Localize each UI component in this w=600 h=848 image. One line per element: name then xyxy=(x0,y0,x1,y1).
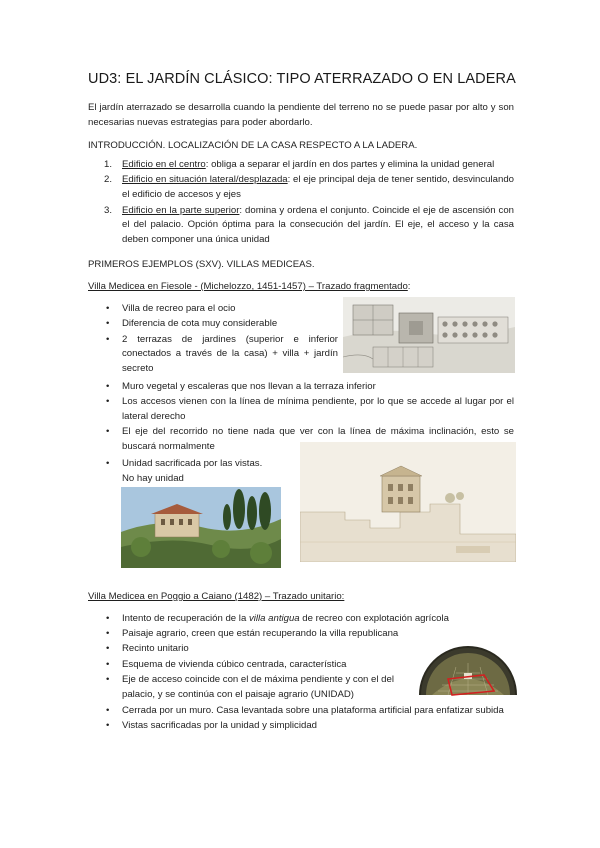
numbered-item xyxy=(88,158,514,173)
lunette-painting-icon xyxy=(418,633,518,697)
list-item xyxy=(88,658,426,673)
numbered-item xyxy=(88,173,514,203)
bullet-icon: • xyxy=(106,720,110,732)
list-item-text: Unidad sacrificada por las vistas. xyxy=(122,458,263,469)
list-item-text-line2: No hay unidad xyxy=(122,472,184,484)
list-item-text: El eje del recorrido no tiene nada que ver con la línea de máxima inclinación, esto se buscará normalmente xyxy=(122,426,514,453)
item-number: 3. xyxy=(104,204,113,216)
fiesole-bullets-last xyxy=(88,457,298,487)
bullet-icon: • xyxy=(106,643,110,655)
bullet-icon: • xyxy=(106,613,110,624)
bullet-icon: • xyxy=(106,658,110,670)
fiesole-heading xyxy=(88,280,514,295)
fiesole-heading-text: Villa Medicea en Fiesole - (Michelozzo, 1451-1457) – Trazado fragmentado xyxy=(88,281,408,292)
bullet-icon: • xyxy=(106,628,110,639)
poggio-bullets-mid xyxy=(88,627,426,703)
list-item xyxy=(88,302,338,317)
fiesole-plan-image xyxy=(343,297,515,373)
list-item xyxy=(88,612,514,627)
bullet-icon: • xyxy=(106,318,110,330)
item-number: 1. xyxy=(104,159,113,170)
first-examples-heading: PRIMEROS EJEMPLOS (SXV). VILLAS MEDICEAS. xyxy=(88,259,315,270)
list-item-text: Muro vegetal y escaleras que nos llevan a la terraza inferior xyxy=(122,381,376,392)
list-item xyxy=(88,673,426,703)
poggio-bullets-end xyxy=(88,704,514,735)
list-item xyxy=(88,642,426,657)
list-item-text: Los accesos vienen con la línea de mínima pendiente, por lo que se accede al lugar por el lateral derecho xyxy=(122,396,514,423)
list-item-text: Recinto unitario xyxy=(122,643,189,655)
poggio-heading-text: Villa Medicea en Poggio a Caiano (1482) – Trazado unitario: xyxy=(88,591,345,602)
list-item-text-italic: villa antigua xyxy=(248,613,300,624)
list-item-text: Diferencia de cota muy considerable xyxy=(122,318,278,330)
intro-paragraph: El jardín aterrazado se desarrolla cuando la pendiente del terreno no se puede pasar por alto y son necesarias nuevas estrategias para poder abordarlo. xyxy=(88,102,514,128)
bullet-icon: • xyxy=(106,333,110,345)
item-label: Edificio en la parte superior xyxy=(122,204,240,216)
list-item-text-prefix: Intento de recuperación de la xyxy=(122,613,249,624)
list-item-text: Vistas sacrificadas por la unidad y simplicidad xyxy=(122,720,317,732)
list-item xyxy=(88,333,338,377)
item-text: : el eje principal deja de tener sentido, desvinculando el edificio de accesos y ejes xyxy=(122,174,514,201)
list-item xyxy=(88,719,514,734)
poggio-heading xyxy=(88,590,514,605)
section-drawing-icon xyxy=(300,442,516,562)
list-item-text: Esquema de vivienda cúbico centrada, característica xyxy=(122,658,347,670)
list-item xyxy=(88,395,514,425)
villa-photo-icon xyxy=(121,487,281,568)
numbered-list xyxy=(88,158,514,249)
list-item xyxy=(88,380,514,395)
bullet-icon: • xyxy=(106,458,110,469)
page-title: UD3: EL JARDÍN CLÁSICO: TIPO ATERRAZADO O EN LADERA xyxy=(88,71,516,87)
list-item xyxy=(88,317,338,332)
list-item-text: Villa de recreo para el ocio xyxy=(122,303,236,314)
list-item-text: Paisaje agrario, creen que están recuperando la villa republicana xyxy=(122,628,399,639)
list-item xyxy=(88,627,426,642)
numbered-item xyxy=(88,204,514,248)
bullet-icon: • xyxy=(106,381,110,392)
fiesole-bullets-narrow xyxy=(88,302,338,377)
list-item-text: 2 terrazas de jardines (superior e inferior conectados a través de la casa) + villa + jardín secreto xyxy=(122,333,338,375)
list-item xyxy=(88,704,514,719)
item-text: : domina y ordena el conjunto. Coincide el eje de ascensión con el del palacio. Opción óptima para la consecución del jardín. El eje, el acceso y la casa deben componer una única unidad xyxy=(122,204,514,246)
list-item-text: Cerrada por un muro. Casa levantada sobre una plataforma artificial para enfatizar subida xyxy=(122,705,504,716)
poggio-bullets-top xyxy=(88,612,514,627)
list-item xyxy=(88,457,298,487)
fiesole-section-image xyxy=(300,442,516,562)
item-number: 2. xyxy=(104,174,113,186)
intro-heading: INTRODUCCIÓN. LOCALIZACIÓN DE LA CASA RESPECTO A LA LADERA. xyxy=(88,140,418,151)
poggio-lunette-image xyxy=(418,633,518,697)
item-label: Edificio en el centro xyxy=(122,159,206,170)
bullet-icon: • xyxy=(106,705,110,716)
item-text: : obliga a separar el jardín en dos partes y elimina la unidad general xyxy=(205,159,495,170)
list-item-text: Eje de acceso coincide con el de máxima pendiente y con el del palacio, y se continúa con el paisaje agrario (UNIDAD) xyxy=(122,673,394,700)
bullet-icon: • xyxy=(106,396,110,408)
bullet-icon: • xyxy=(106,426,110,438)
item-label: Edificio en situación lateral/desplazada xyxy=(122,174,288,186)
bullet-icon: • xyxy=(106,673,110,685)
plan-drawing-icon xyxy=(343,297,515,373)
fiesole-photo-image xyxy=(121,487,281,568)
list-item-text-suffix: de recreo con explotación agrícola xyxy=(299,613,449,624)
fiesole-heading-colon: : xyxy=(407,281,411,292)
bullet-icon: • xyxy=(106,303,110,314)
